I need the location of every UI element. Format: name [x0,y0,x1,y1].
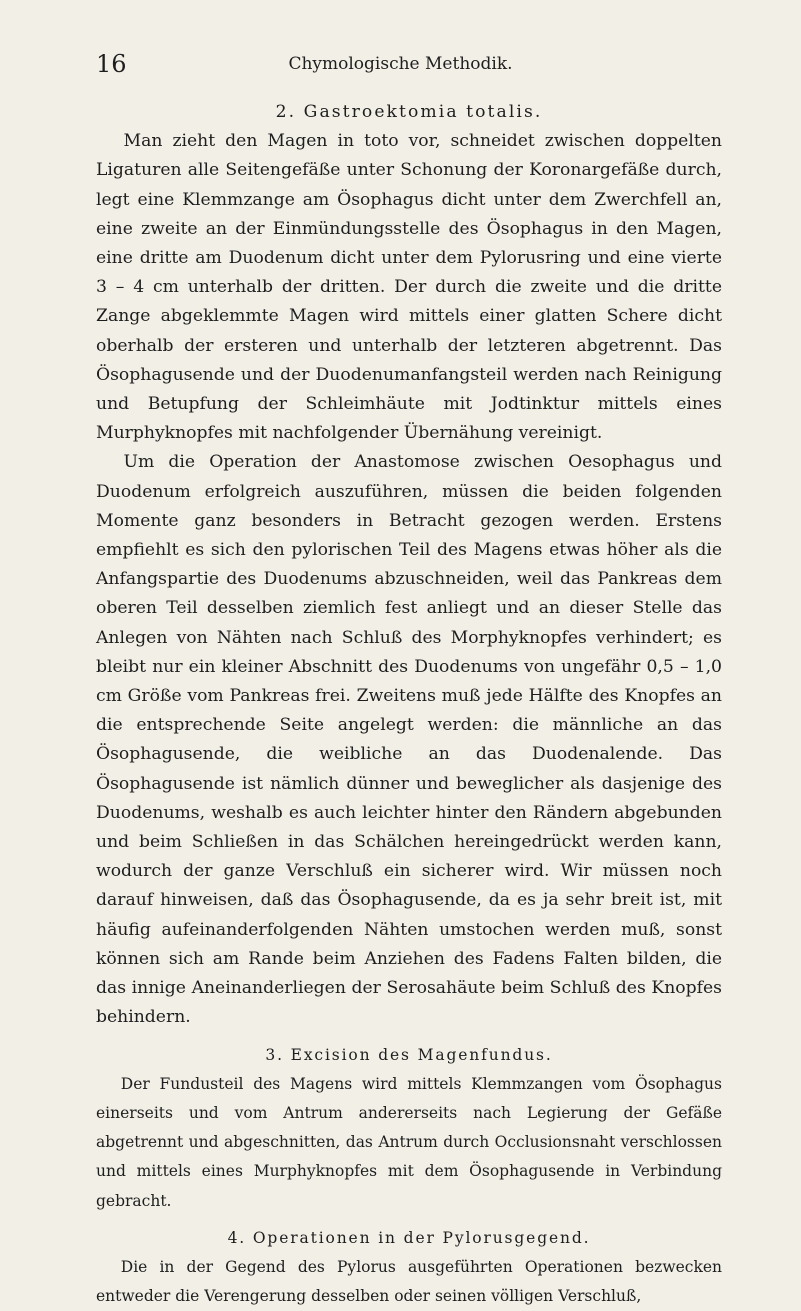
page-number: 16 [96,50,127,78]
running-title: Chymologische Methodik. [288,54,513,74]
page-body [96,98,722,1311]
paragraph: Die in der Gegend des Pylorus ausgeführten Operationen bezwecken entweder die Verengerung desselben oder seinen völligen Verschluß, [96,1257,722,1306]
paragraph: Der Fundusteil des Magens wird mittels Klemmzangen vom Ösophagus einerseits und vom Antrum andererseits nach Legierung der Gefäße abgetrennt und abgeschnitten, das Antrum durch Occlusionsnaht verschlossen und mittels eines Murphyknopfes mit dem Ösophagusende in Verbindung gebracht. [96,1074,722,1210]
section-heading-gastroektomia: 2. Gastroektomia totalis. [275,102,543,122]
paragraph: Man zieht den Magen in toto vor, schneidet zwischen doppelten Ligaturen alle Seitengefäße unter Schonung der Koronargefäße durch, legt eine Klemmzange am Ösophagus dicht unter dem Zwerchfell an, eine zweite an der Einmündungsstelle des Ösophagus in den Magen, eine dritte am Duodenum dicht unter dem Pylorusring und eine vierte 3 – 4 cm unterhalb der dritten. Der durch die zweite und die dritte Zange abgeklemmte Magen wird mittels einer glatten Schere dicht oberhalb der ersteren und unterhalb der letzteren abgetrennt. Das Ösophagusende und der Duodenumanfangsteil werden nach Reinigung und Betupfung der Schleimhäute mit Jodtinktur mittels eines Murphyknopfes mit nachfolgender Übernähung vereinigt. [96,131,722,444]
section-heading-pylorus: 4. Operationen in der Pylorusgegend. [227,1228,591,1247]
page-header [96,50,705,90]
section-heading-excision: 3. Excision des Magenfundus. [265,1045,553,1064]
paragraph: Um die Operation der Anastomose zwischen Oesophagus und Duodenum erfolgreich auszuführen, müssen die beiden folgenden Momente ganz besonders in Betracht gezogen werden. Erstens empfiehlt es sich den pylorischen Teil des Magens etwas höher als die Anfangspartie des Duodenums abzuschneiden, weil das Pankreas dem oberen Teil desselben ziemlich fest anliegt und an dieser Stelle das Anlegen von Nähten nach Schluß des Morphyknopfes verhindert; es bleibt nur ein kleiner Abschnitt des Duodenums von ungefähr 0,5 – 1,0 cm Größe vom Pankreas frei. Zweitens muß jede Hälfte des Knopfes an die entsprechende Seite angelegt werden: die männliche an das Ösophagusende, die weibliche an das Duodenalende. Das Ösophagusende ist nämlich dünner und beweglicher als dasjenige des Duodenums, weshalb es auch leichter hinter den Rändern abgebunden und beim Schließen in das Schälchen hereingedrückt werden kann, wodurch der ganze Verschluß ein sicherer wird. Wir müssen noch darauf hinweisen, daß das Ösophagusende, da es ja sehr breit ist, mit häufig aufeinanderfolgenden Nähten umstochen werden muß, sonst können sich am Rande beim Anziehen des Fadens Falten bilden, die das innige Aneinanderliegen der Serosahäute beim Schluß des Knopfes behindern. [96,452,722,1028]
